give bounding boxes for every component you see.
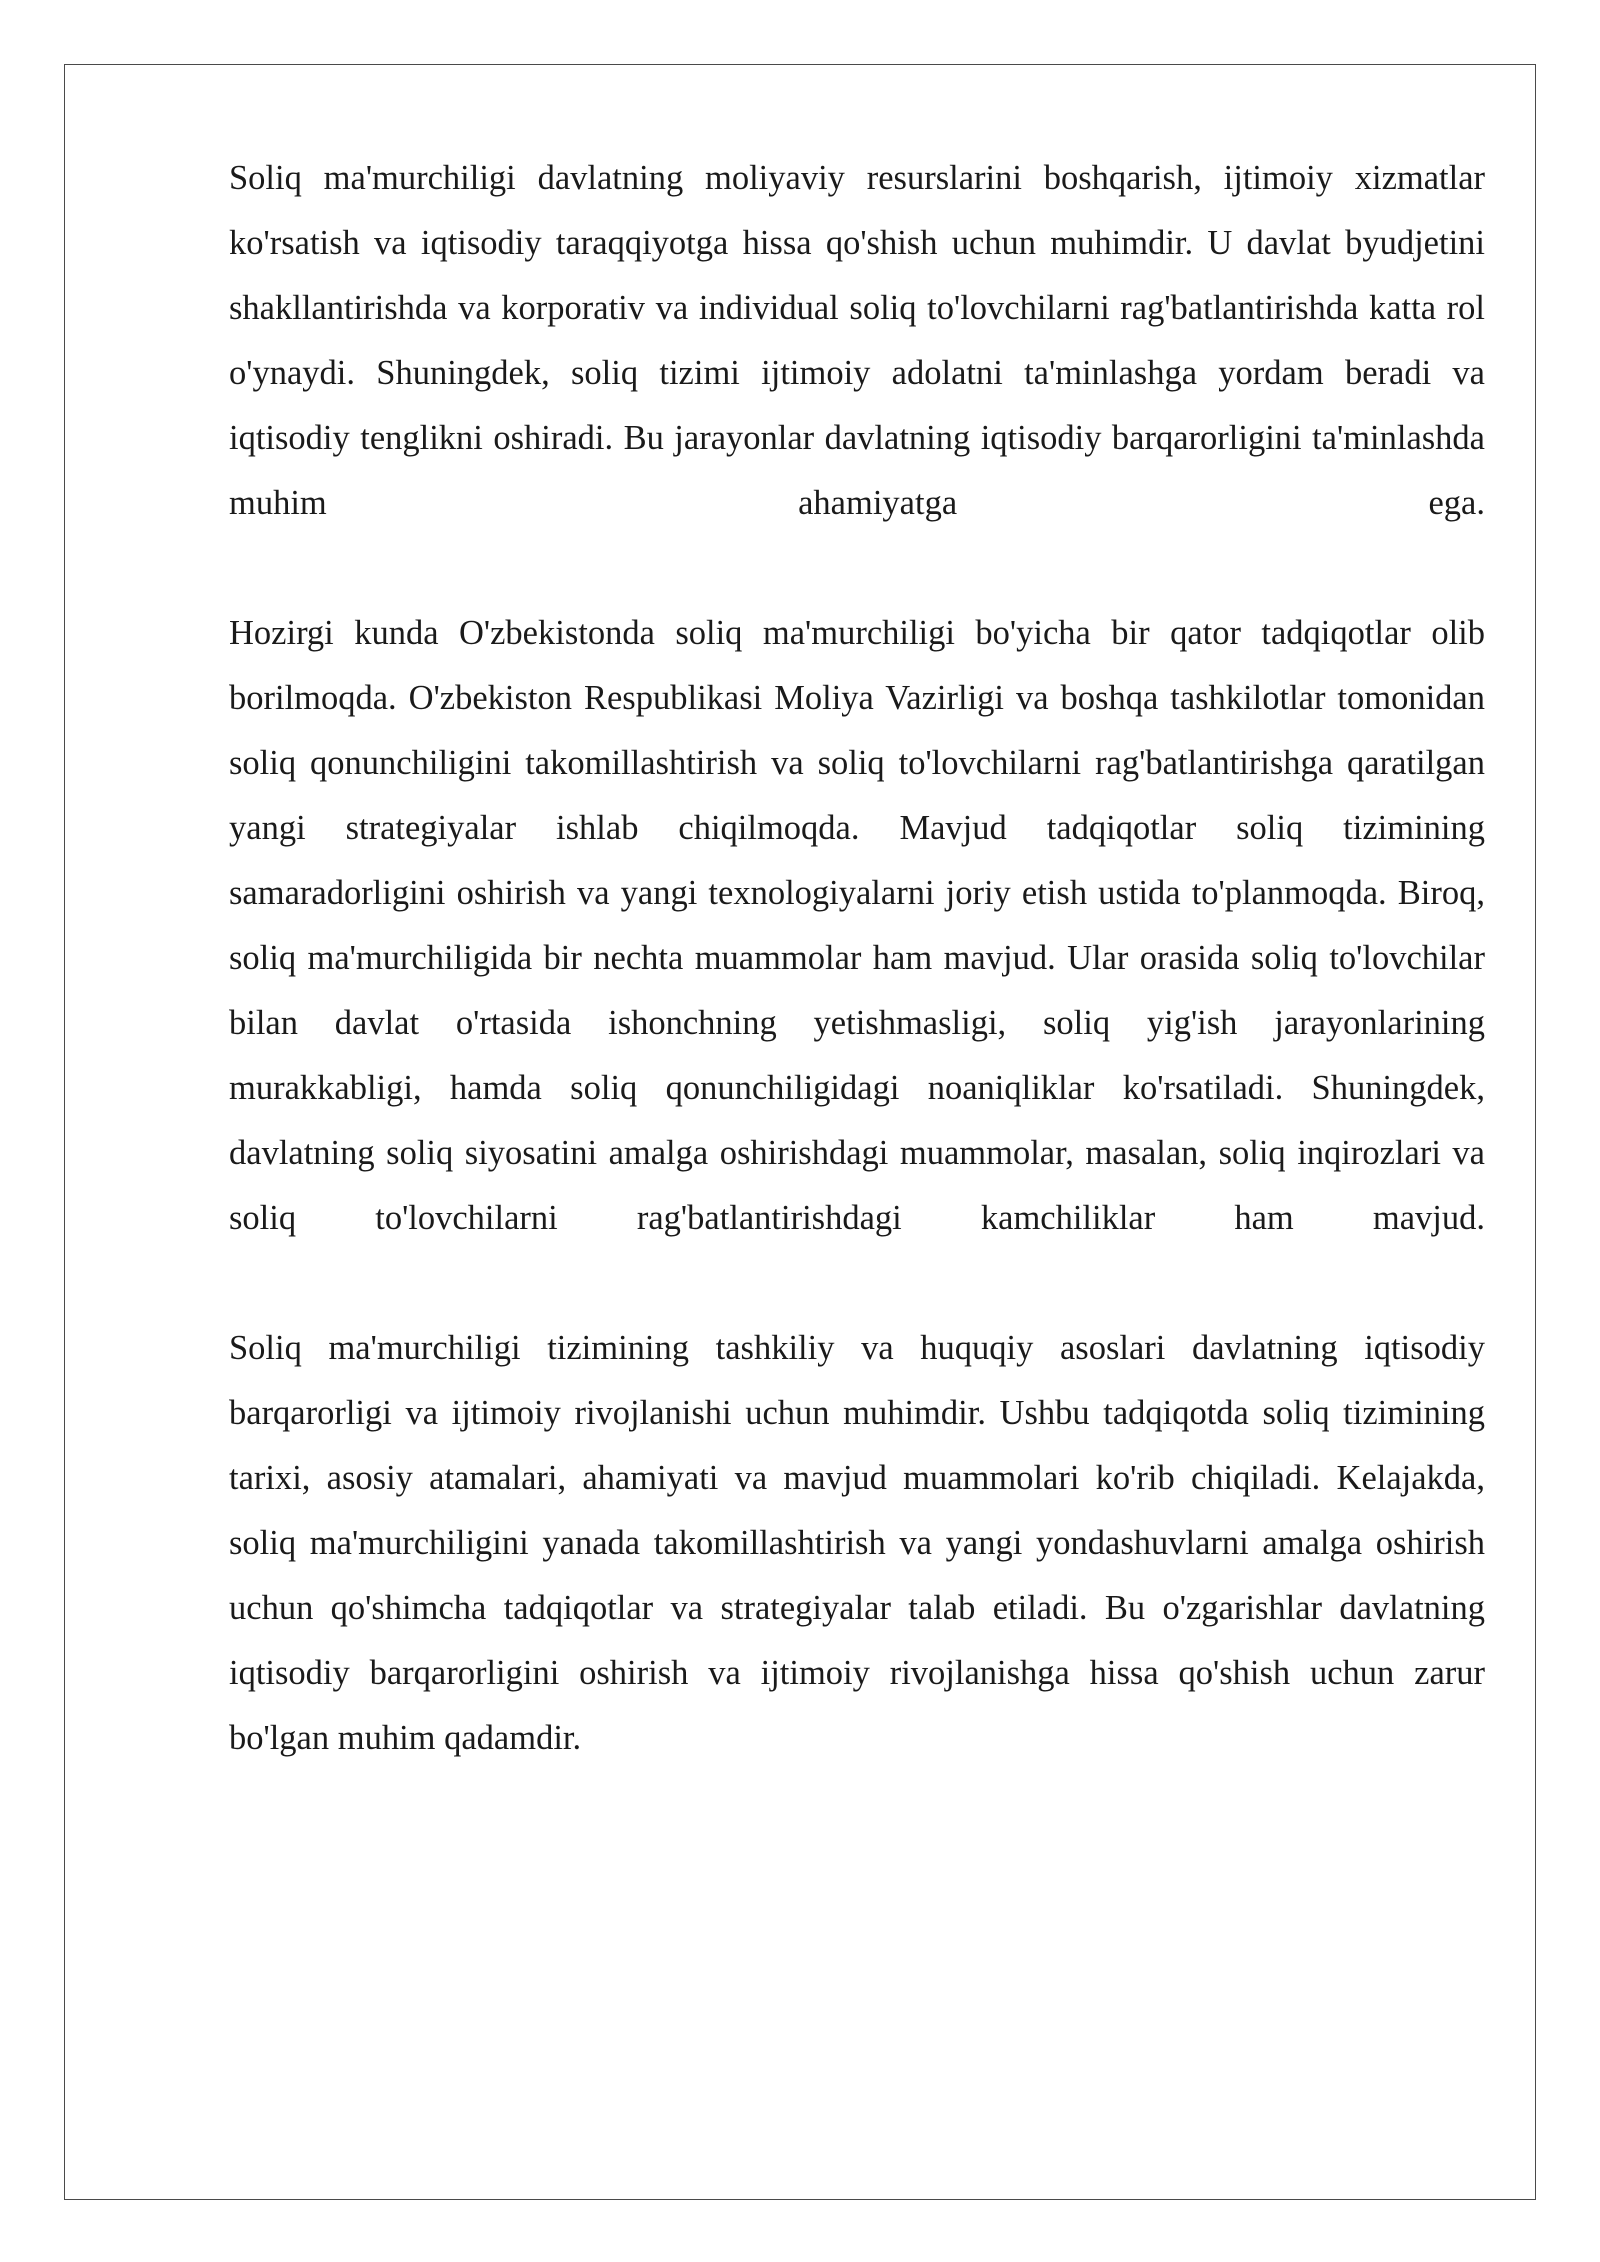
- paragraph-3: Soliq ma'murchiligi tizimining tashkiliy va huquqiy asoslari davlatning iqtisodiy barqarorligi va ijtimoiy rivojlanishi uchun muhimdir. Ushbu tadqiqotda soliq tizimining tarixi, asosiy atamalari, ahamiyati va mavjud muammolari ko'rib chiqiladi. Kelajakda, soliq ma'murchiligini yanada takomillashtirish va yangi yondashuvlarni amalga oshirish uchun qo'shimcha tadqiqotlar va strategiyalar talab etiladi. Bu o'zgarishlar davlatning iqtisodiy barqarorligini oshirish va ijtimoiy rivojlanishga hissa qo'shish uchun zarur bo'lgan muhim qadamdir.: [229, 1329, 1485, 1757]
- paragraph-2: Hozirgi kunda O'zbekistonda soliq ma'murchiligi bo'yicha bir qator tadqiqotlar olib borilmoqda. O'zbekiston Respublikasi Moliya Vazirligi va boshqa tashkilotlar tomonidan soliq qonunchiligini takomillashtirish va soliq to'lovchilarni rag'batlantirishga qaratilgan yangi strategiyalar ishlab chiqilmoqda. Mavjud tadqiqotlar soliq tizimining samaradorligini oshirish va yangi texnologiyalarni joriy etish ustida to'planmoqda. Biroq, soliq ma'murchiligida bir nechta muammolar ham mavjud. Ular orasida soliq to'lovchilar bilan davlat o'rtasida ishonchning yetishmasligi, soliq yig'ish jarayonlarining murakkabligi, hamda soliq qonunchiligidagi noaniqliklar ko'rsatiladi. Shuningdek, davlatning soliq siyosatini amalga oshirishdagi muammolar, masalan, soliq inqirozlari va soliq to'lovchilarni rag'batlantirishdagi kamchiliklar ham mavjud.: [229, 614, 1485, 1237]
- paragraph-1: Soliq ma'murchiligi davlatning moliyaviy resurslarini boshqarish, ijtimoiy xizmatlar ko'rsatish va iqtisodiy taraqqiyotga hissa qo'shish uchun muhimdir. U davlat byudjetini shakllantirishda va korporativ va individual soliq to'lovchilarni rag'batlantirishda katta rol o'ynaydi. Shuningdek, soliq tizimi ijtimoiy adolatni ta'minlashga yordam beradi va iqtisodiy tenglikni oshiradi. Bu jarayonlar davlatning iqtisodiy barqarorligini ta'minlashda muhim ahamiyatga ega.: [229, 159, 1485, 522]
- document-body: [229, 146, 1485, 1836]
